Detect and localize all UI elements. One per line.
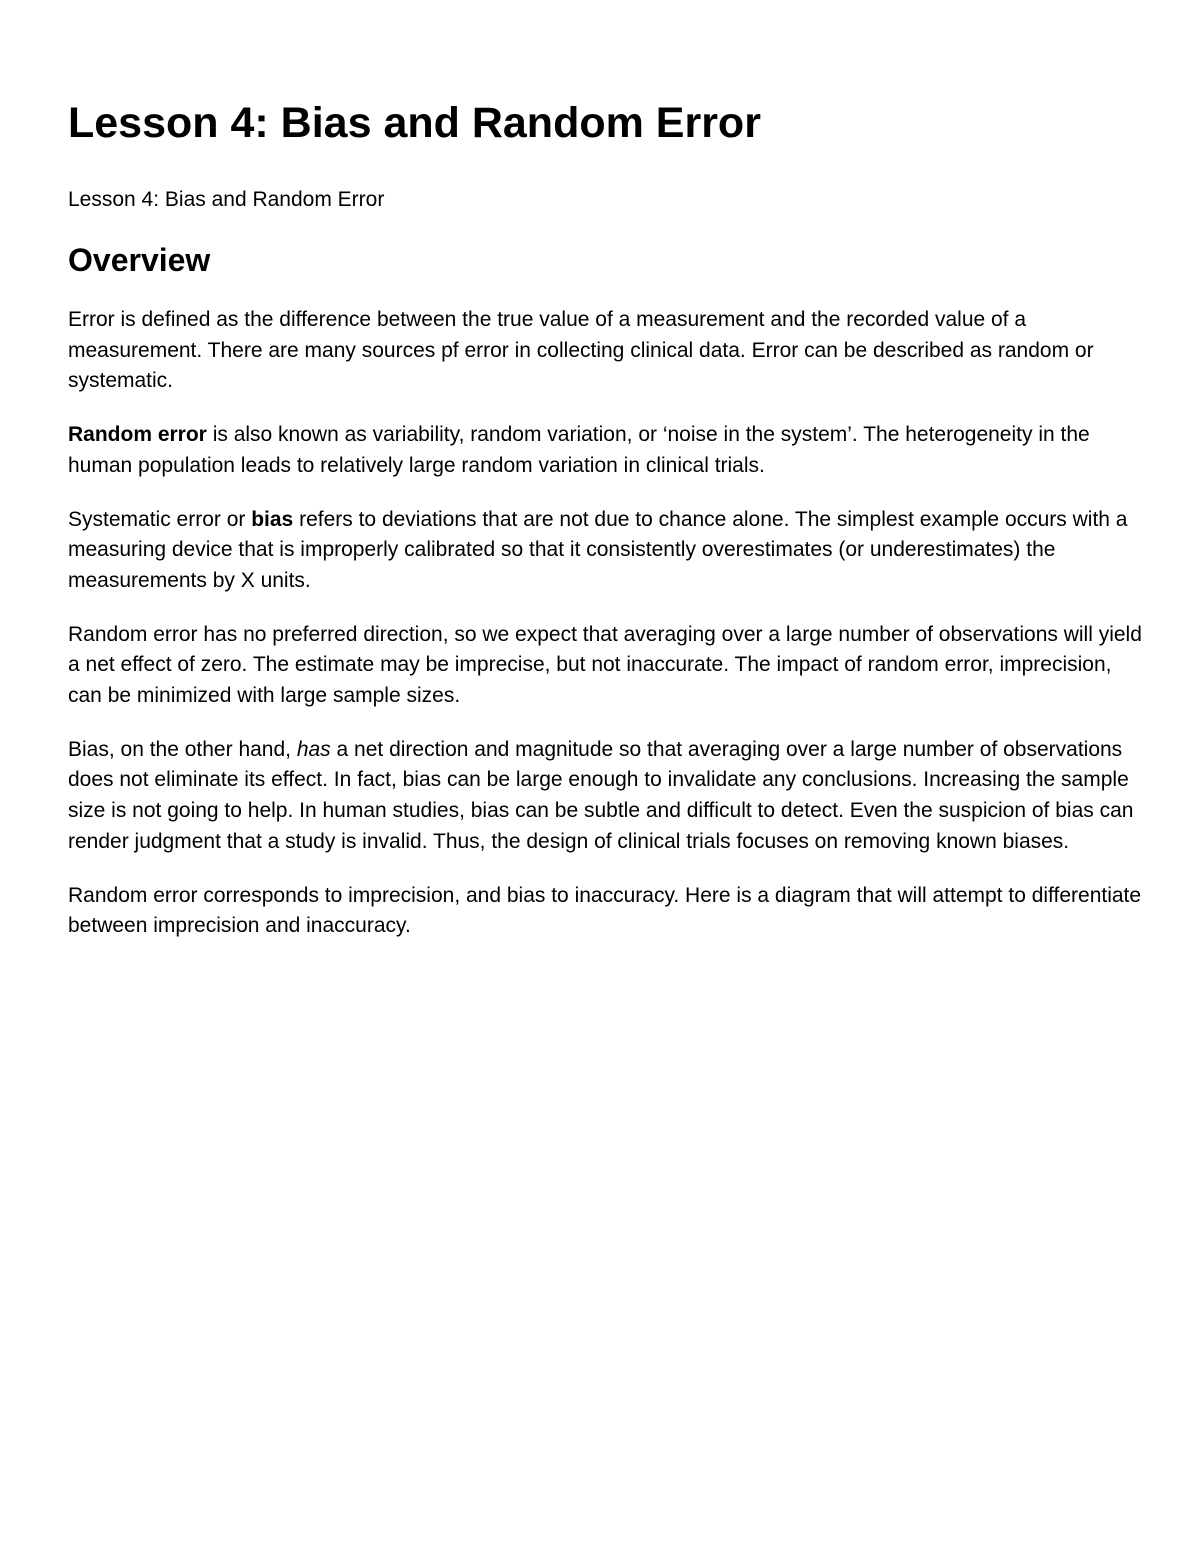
- paragraph-systematic-error: [68, 505, 1148, 597]
- paragraph-bias-direction-lead: Bias, on the other hand,: [68, 737, 297, 761]
- paragraph-bias-direction-text: a net direction and magnitude so that averaging over a large number of observations does not eliminate its effect. In fact, bias can be large enough to invalidate any conclusions. Increasing the sample size is not going to help. In human studies, bias can be subtle and difficult to detect. Even the suspicion of bias can render judgment that a study is invalid. Thus, the design of clinical trials focuses on removing known biases.: [68, 737, 1134, 853]
- emphasis-has: has: [296, 737, 331, 761]
- term-bias: bias: [251, 507, 294, 531]
- paragraph-random-error: [68, 420, 1148, 481]
- paragraph-random-error-text: is also known as variability, random variation, or ‘noise in the system’. The heterogeneity in the human population leads to relatively large random variation in clinical trials.: [68, 423, 1090, 477]
- section-heading-overview: Overview: [68, 242, 211, 278]
- paragraph-error-definition: Error is defined as the difference between the true value of a measurement and the recorded value of a measurement. There are many sources pf error in collecting clinical data. Error can be described as random or systematic.: [68, 308, 1094, 393]
- paragraph-imprecision-inaccuracy: Random error corresponds to imprecision, and bias to inaccuracy. Here is a diagram that will attempt to differentiate between imprecision and inaccuracy.: [68, 883, 1142, 938]
- page-subtitle: Lesson 4: Bias and Random Error: [68, 188, 385, 211]
- paragraph-random-direction: Random error has no preferred direction, so we expect that averaging over a large number of observations will yield a net effect of zero. The estimate may be imprecise, but not inaccurate. The impact of random error, imprecision, can be minimized with large sample sizes.: [68, 622, 1142, 708]
- paragraph-bias-direction: [68, 735, 1148, 858]
- term-random-error: Random error: [68, 423, 207, 447]
- paragraph-systematic-error-text: refers to deviations that are not due to chance alone. The simplest example occurs with a measuring device that is improperly calibrated so that it consistently overestimates (or underestimates) the measurements by X units.: [68, 507, 1128, 592]
- document-page: [68, 96, 1148, 942]
- page-title: Lesson 4: Bias and Random Error: [68, 99, 761, 147]
- paragraph-systematic-error-lead: Systematic error or: [68, 507, 252, 531]
